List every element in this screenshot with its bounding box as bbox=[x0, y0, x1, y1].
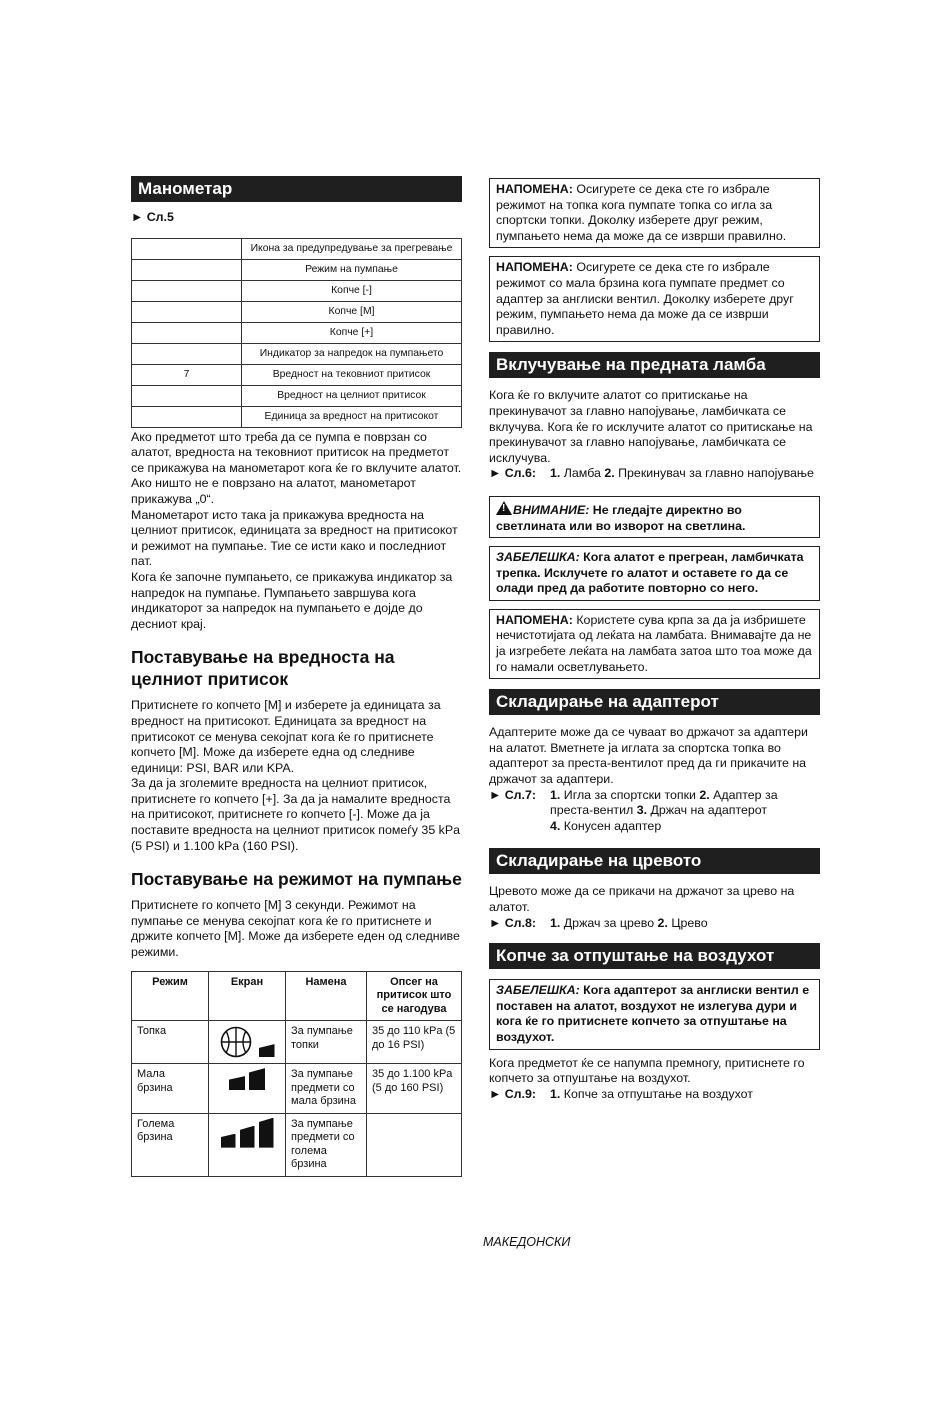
mode-cell: Голема брзина bbox=[132, 1113, 209, 1176]
section-heading-pump-mode: Поставување на режимот на пумпање bbox=[131, 869, 462, 890]
figure-reference bbox=[489, 466, 820, 482]
item-text: Црево bbox=[667, 915, 708, 930]
legend-label: Режим на пумпање bbox=[242, 259, 462, 280]
item-text: Копче за отпуштање на воздухот bbox=[560, 1086, 753, 1101]
level-block-icon bbox=[221, 1134, 236, 1148]
level-block-icon bbox=[259, 1118, 274, 1148]
item-text: Ламба bbox=[560, 466, 605, 481]
figure-reference-key: ► Сл.6: bbox=[489, 466, 536, 481]
page-footer-language: МАКЕДОНСКИ bbox=[483, 1235, 571, 1249]
table-row bbox=[132, 1113, 462, 1176]
legend-row bbox=[132, 406, 462, 427]
legend-label: Копче [M] bbox=[242, 301, 462, 322]
legend-number bbox=[132, 343, 242, 364]
item-text: Игла за спортски топки bbox=[560, 787, 700, 802]
legend-row bbox=[132, 301, 462, 322]
paragraph: Кога ќе го вклучите алатот со притискање на прекинувачот за главно напојување, ламбичката се вклучува. Кога ќе го исклучите алатот со притискање на прекинувачот за главно напојување, ламбичката се исклучува. bbox=[489, 388, 813, 465]
table-header: Режим bbox=[132, 971, 209, 1021]
legend-label: Икона за предупредување за прегревање bbox=[242, 238, 462, 259]
figure-reference bbox=[489, 788, 820, 835]
warning-icon bbox=[496, 501, 512, 515]
section-title-adapter-storage: Складирање на адаптерот bbox=[489, 689, 820, 715]
figure-reference-key: ► Сл.8: bbox=[489, 915, 536, 930]
remark-label: ЗАБЕЛЕШКА: bbox=[496, 983, 580, 998]
note-box bbox=[489, 609, 820, 679]
legend-label: Копче [+] bbox=[242, 322, 462, 343]
paragraph: Притиснете го копчето [M] 3 секунди. Режимот на пумпање се менува секојпат кога ќе го притиснете и држите копчето [M]. Може да изберете еден од следниве режими. bbox=[131, 898, 460, 960]
section-title-manometer: Манометар bbox=[131, 176, 462, 202]
item-number: 2. bbox=[699, 787, 710, 802]
caution-label: ВНИМАНИЕ: bbox=[513, 502, 590, 517]
level-block-icon bbox=[259, 1044, 275, 1057]
legend-row bbox=[132, 238, 462, 259]
range-cell: 35 до 110 kPa (5 до 16 PSI) bbox=[367, 1021, 462, 1064]
right-column bbox=[489, 178, 820, 1102]
ball-icon bbox=[220, 1026, 252, 1058]
legend-label: Индикатор за напредок на пумпањето bbox=[242, 343, 462, 364]
legend-row bbox=[132, 343, 462, 364]
figure-reference-key: ► Сл.9: bbox=[489, 1086, 536, 1101]
item-text: Прекинувач за главно напојување bbox=[614, 466, 814, 481]
legend-number bbox=[132, 385, 242, 406]
paragraph: Притиснете го копчето [M] и изберете ја единицата за вредност на притисокот. Единицата за вредност на притисокот се менува секојпат кога ќе го притиснете копчето [M]. Може да изберете една од следниве единици: PSI, BAR или KPA. bbox=[131, 698, 441, 775]
range-cell: 35 до 1.100 kPa (5 до 160 PSI) bbox=[367, 1064, 462, 1114]
item-number: 1. bbox=[550, 1086, 561, 1101]
table-header: Опсег на притисок што се нагодува bbox=[367, 971, 462, 1021]
table-row bbox=[132, 1021, 462, 1064]
legend-label: Копче [-] bbox=[242, 280, 462, 301]
section-heading-target-pressure: Поставување на вредноста на целниот притисок bbox=[131, 647, 395, 690]
item-text: Држач за црево bbox=[560, 915, 658, 930]
use-cell: За пумпање предмети со мала брзина bbox=[286, 1064, 367, 1114]
table-header: Намена bbox=[286, 971, 367, 1021]
caution-box bbox=[489, 496, 820, 538]
note-text: Користете сува крпа за да ја избришете нечистотијата од леќата на ламбата. Внимавајте да не ја изгребете леќата на ламбата затоа што тоа може да го намали осветлувањето. bbox=[496, 612, 812, 674]
item-number: 3. bbox=[636, 803, 648, 818]
legend-row bbox=[132, 364, 462, 385]
item-number: 1. bbox=[550, 787, 561, 802]
remark-label: ЗАБЕЛЕШКА: bbox=[496, 550, 580, 565]
caution-text: Не гледајте директно во светлината или во изворот на светлина. bbox=[496, 502, 746, 533]
note-label: НАПОМЕНА: bbox=[496, 182, 573, 196]
paragraph: Кога предметот ќе се напумпа премногу, притиснете го копчето за отпуштање на воздухот. bbox=[489, 1055, 805, 1086]
paragraph: Цревото може да се прикачи на држачот за црево на алатот. bbox=[489, 884, 795, 914]
level-block-icon bbox=[249, 1068, 265, 1090]
level-block-icon bbox=[240, 1126, 255, 1148]
item-text: Држач на адаптерот bbox=[647, 803, 768, 818]
note-box bbox=[489, 178, 820, 248]
note-text: Осигурете се дека сте го избрале режимот на топка кога пумпате топка со игла за спортски топки. Доколку изберете друг режим, пумпањето нема да може да се изврши правилно. bbox=[496, 182, 787, 243]
table-row bbox=[132, 1064, 462, 1114]
use-cell: За пумпање предмети со голема брзина bbox=[286, 1113, 367, 1176]
remark-box bbox=[489, 979, 820, 1049]
table-header: Екран bbox=[209, 971, 286, 1021]
figure-reference: ► Сл.5 bbox=[131, 210, 174, 224]
legend-number bbox=[132, 301, 242, 322]
legend-number bbox=[132, 280, 242, 301]
figure-reference bbox=[489, 1087, 820, 1103]
display-cell bbox=[209, 1021, 286, 1064]
legend-number: 7 bbox=[132, 364, 242, 385]
legend-label: Единица за вредност на притисокот bbox=[242, 406, 462, 427]
item-text: Конусен адаптер bbox=[560, 818, 662, 833]
section-title-hose-storage: Складирање на цревото bbox=[489, 848, 820, 874]
note-label: НАПОМЕНА: bbox=[496, 260, 573, 275]
item-number: 2. bbox=[657, 915, 668, 930]
section-title-air-release: Копче за отпуштање на воздухот bbox=[489, 943, 820, 969]
item-number: 4. bbox=[550, 818, 561, 833]
paragraph: За да ја зголемите вредноста на целниот притисок, притиснете го копчето [+]. За да ја намалите вредноста на притисокот, притиснете го копчето [-]. Може да ја поставите вредноста на целниот притисок помеѓу 35 kPa (5 PSI) и 1.100 kPa (160 PSI). bbox=[131, 776, 461, 853]
legend-number bbox=[132, 259, 242, 280]
paragraph: Кога ќе започне пумпањето, се прикажува индикатор за напредок на пумпање. Пумпањето завршува кога индикаторот за напредок на пумпањето е дојде до десниот крај. bbox=[131, 569, 453, 631]
legend-table bbox=[131, 238, 462, 428]
level-block-icon bbox=[229, 1076, 245, 1090]
legend-row bbox=[132, 259, 462, 280]
display-cell bbox=[209, 1113, 286, 1176]
mode-cell: Топка bbox=[132, 1021, 209, 1064]
legend-row bbox=[132, 385, 462, 406]
figure-reference-key: ► Сл.7: bbox=[489, 787, 536, 802]
item-number: 1. bbox=[550, 466, 561, 481]
remark-box bbox=[489, 546, 820, 601]
remark-text: Кога алатот е прегреан, ламбичката трепка. Исклучете го алатот и оставете го да се олади пред да работите повторно со него. bbox=[496, 550, 804, 596]
legend-number bbox=[132, 238, 242, 259]
range-cell bbox=[367, 1113, 462, 1176]
paragraph: Манометарот исто така ја прикажува вредноста на целниот притисок, единицата за вредност на притисокот и режимот на пумпање. Тие се исти како и последниот пат. bbox=[131, 507, 458, 569]
legend-number bbox=[132, 406, 242, 427]
figure-reference bbox=[489, 916, 820, 932]
item-number: 2. bbox=[604, 466, 615, 481]
left-column bbox=[131, 176, 462, 1177]
legend-label: Вредност на тековниот притисок bbox=[242, 364, 462, 385]
paragraph: Ако предметот што треба да се пумпа е поврзан со алатот, вредноста на тековниот притисок на предметот се прикажува на манометарот кога ќе го вклучите алатот. Ако ништо не е поврзано на алатот, манометарот прикажува „0“. bbox=[131, 429, 462, 506]
paragraph: Адаптерите може да се чуваат во држачот за адаптери на алатот. Вметнете ја иглата за спортска топка во адаптерот за преста-вентилот пред да ги прикачите на држачот за адаптери. bbox=[489, 725, 808, 787]
legend-row bbox=[132, 280, 462, 301]
note-label: НАПОМЕНА: bbox=[496, 612, 573, 627]
use-cell: За пумпање топки bbox=[286, 1021, 367, 1064]
section-title-front-lamp: Вклучување на предната ламба bbox=[489, 352, 820, 378]
display-cell bbox=[209, 1064, 286, 1114]
note-text: Осигурете се дека сте го избрале режимот со мала брзина кога пумпате предмет со адаптер за англиски вентил. Доколку изберете друг режим, пумпањето нема да може да се изврши правилно. bbox=[496, 260, 794, 337]
mode-cell: Мала брзина bbox=[132, 1064, 209, 1114]
item-number: 1. bbox=[550, 915, 561, 930]
legend-number bbox=[132, 322, 242, 343]
modes-table bbox=[131, 971, 462, 1177]
legend-label: Вредност на целниот притисок bbox=[242, 385, 462, 406]
item-text: Адаптер за преста-вентил bbox=[550, 787, 778, 818]
remark-text: Кога адаптерот за англиски вентил е поставен на алатот, воздухот не излегува дури и кога ќе го притиснете копчето за отпуштање на воздухот. bbox=[496, 983, 810, 1044]
note-box bbox=[489, 256, 820, 342]
legend-row bbox=[132, 322, 462, 343]
